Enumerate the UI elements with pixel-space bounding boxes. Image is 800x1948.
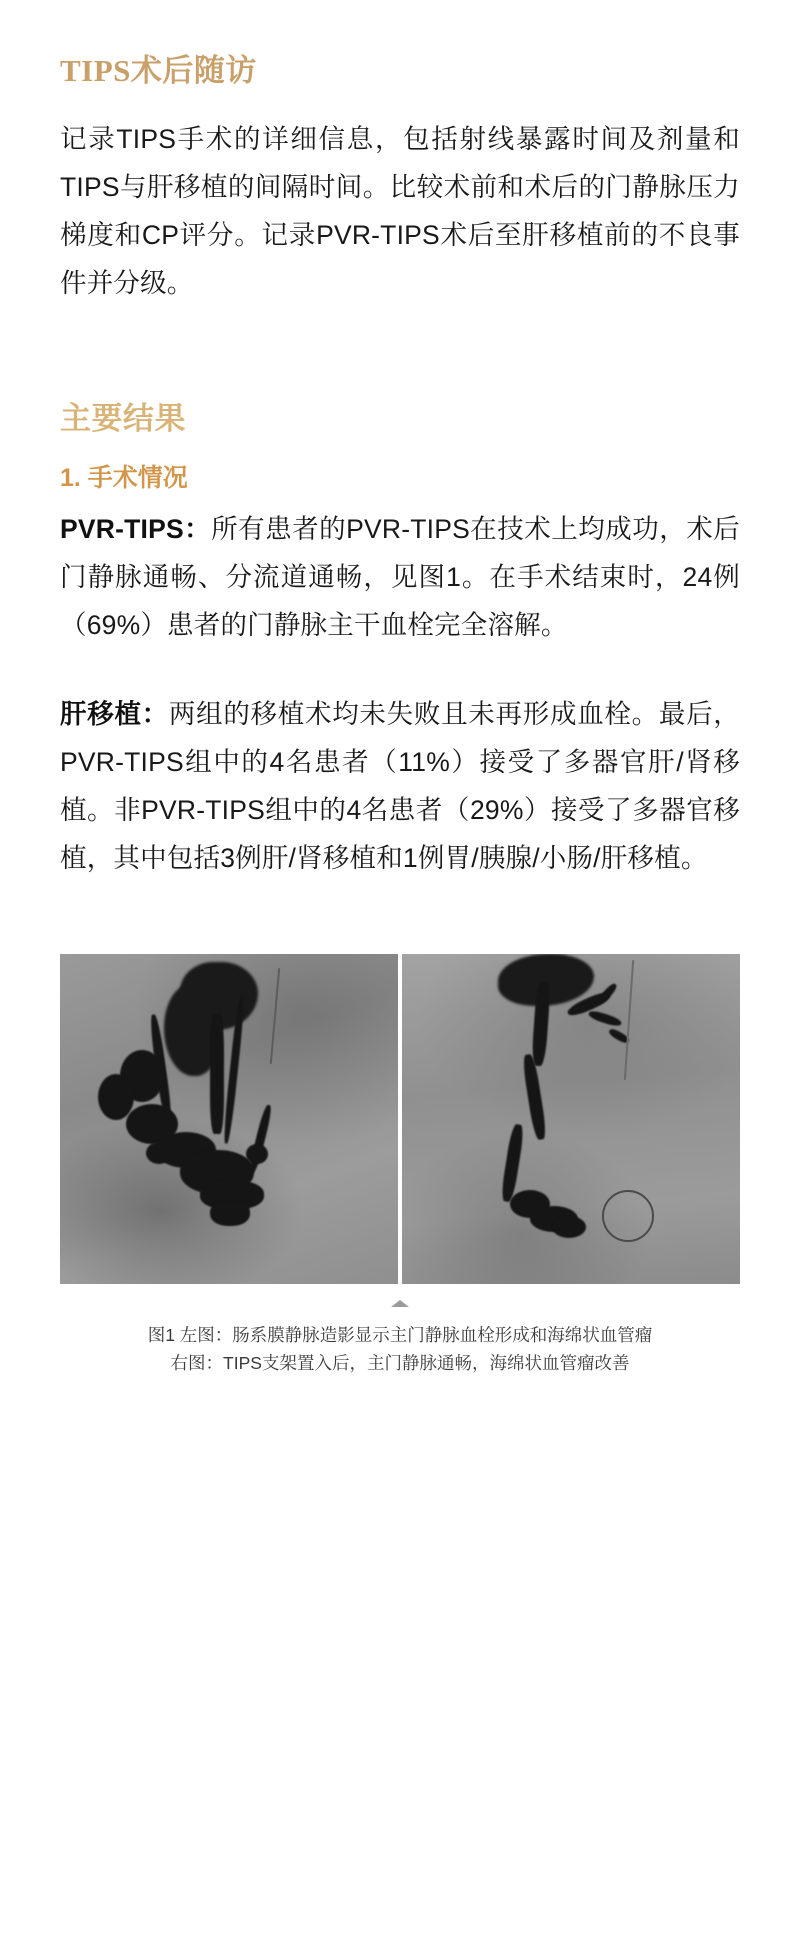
paragraph-spacer: [60, 672, 740, 690]
scroll-hint-arrow-icon: [391, 1300, 409, 1307]
figure-caption-line1: 图1 左图：肠系膜静脉造影显示主门静脉血栓形成和海绵状血管瘤: [147, 1325, 653, 1346]
angiography-figure: [60, 954, 740, 1377]
paragraph-tips-followup: 记录TIPS手术的详细信息，包括射线暴露时间及剂量和TIPS与肝移植的间隔时间。比较术前和术后的门静脉压力梯度和CP评分。记录PVR-TIPS术后至肝移植前的不良事件并分级。: [60, 123, 740, 299]
section-heading-main-results: 主要结果: [60, 400, 186, 436]
paragraph-text-pvr-tips: 所有患者的PVR-TIPS在技术上均成功，术后门静脉通畅、分流道通畅，见图1。在手术结束时，24例（69%）患者的门静脉主干血栓完全溶解。: [60, 513, 740, 641]
paragraph-pvr-tips: [60, 505, 740, 650]
paragraph-lead-pvr-tips: PVR-TIPS：: [60, 513, 212, 544]
figure-right-image: [402, 954, 740, 1284]
figure-caption: [60, 1321, 740, 1377]
paragraph-text-liver-transplant: 两组的移植术均未失败且未再形成血栓。最后，PVR-TIPS组中的4名患者（11%）接受了多器官肝/肾移植。非PVR-TIPS组中的4名患者（29%）接受了多器官移植，其中包括3例肝/肾移植和1例胃/胰腺/小肠/肝移植。: [60, 698, 740, 874]
figure-left-image: [60, 954, 398, 1284]
subheading-procedure: 1. 手术情况: [60, 464, 188, 493]
figure-caption-line2: 右图：TIPS支架置入后，主门静脉通畅，海绵状血管瘤改善: [170, 1353, 630, 1374]
figure-spacer: [60, 904, 740, 938]
section-spacer: [60, 330, 740, 382]
figure-image-row: [60, 954, 740, 1284]
paragraph-lead-liver-transplant: 肝移植：: [60, 698, 169, 729]
page-title: TIPS术后随访: [60, 53, 257, 88]
paragraph-liver-transplant: [60, 690, 740, 883]
